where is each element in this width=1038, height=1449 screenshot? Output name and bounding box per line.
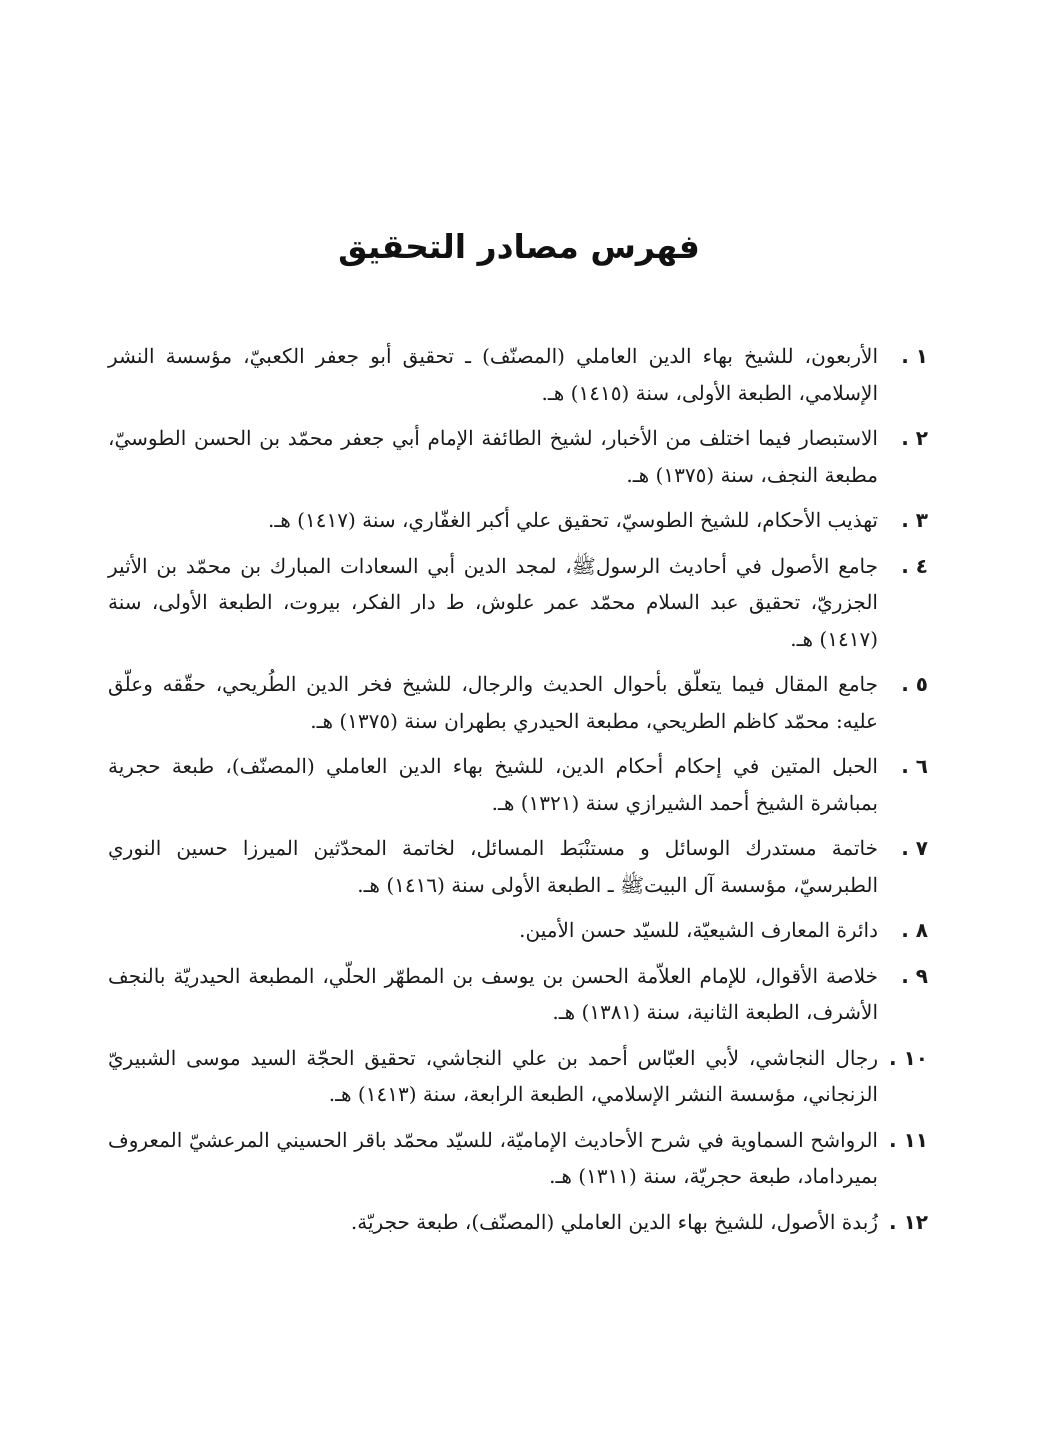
- entry-number: ٦ .: [901, 754, 928, 778]
- bibliography-entry: [108, 502, 932, 539]
- entry-number: ٩ .: [901, 963, 928, 988]
- bibliography-entry: [108, 1040, 932, 1113]
- entry-text: جامع الأصول في أحاديث الرسولﷺ، لمجد الدين أبي السعادات المبارك بن محمّد بن الأثير الجزريّ، تحقيق عبد السلام محمّد عمر علوش، ط دار الفكر، بيروت، الطبعة الأولى، سنة (١٤١٧) هـ.: [108, 553, 879, 651]
- entry-text: خلاصة الأقوال، للإمام العلاّمة الحسن بن يوسف بن المطهّر الحلّي، المطبعة الحيدريّة بالنجف الأشرف، الطبعة الثانية، سنة (١٣٨١) هـ.: [108, 963, 878, 1024]
- bibliography-entry: [108, 958, 932, 1031]
- page-title: فهرس مصادر التحقيق: [338, 227, 700, 266]
- entry-number: ١٢ .: [889, 1209, 928, 1234]
- bibliography-entry: [108, 912, 932, 949]
- bibliography-entry: [108, 1122, 932, 1195]
- entry-text: تهذيب الأحكام، للشيخ الطوسيّ، تحقيق علي أكبر الغفّاري، سنة (١٤١٧) هـ.: [268, 508, 878, 532]
- entry-number: ١٠ .: [889, 1045, 928, 1070]
- entry-number: ٢ .: [901, 426, 928, 450]
- entry-number: ٧ .: [901, 836, 928, 860]
- bibliography-entry: [108, 748, 932, 821]
- bibliography-entry: [108, 420, 932, 493]
- entry-text: الحبل المتين في إحكام أحكام الدين، للشيخ بهاء الدين العاملي (المصنّف)، طبعة حجرية بمباشرة الشيخ أحمد الشيرازي سنة (١٣٢١) هـ.: [108, 754, 878, 815]
- bibliography-entry: [108, 830, 932, 903]
- entry-number: ٣ .: [901, 508, 928, 532]
- entry-number: ١١ .: [889, 1127, 928, 1152]
- bibliography-entry: [108, 666, 932, 739]
- bibliography-entry: [108, 1204, 932, 1241]
- entry-number: ٥ .: [901, 672, 928, 696]
- entry-text: الاستبصار فيما اختلف من الأخبار، لشيخ الطائفة الإمام أبي جعفر محمّد بن الحسن الطوسيّ، مطبعة النجف، سنة (١٣٧٥) هـ.: [108, 426, 878, 487]
- bibliography-list: [108, 338, 932, 1249]
- entry-text: الأربعون، للشيخ بهاء الدين العاملي (المصنّف) ـ تحقيق أبو جعفر الكعبيّ، مؤسسة النشر الإسلامي، الطبعة الأولى، سنة (١٤١٥) هـ.: [108, 344, 878, 405]
- entry-number: ٤ .: [901, 553, 928, 578]
- bibliography-entry: [108, 338, 932, 411]
- entry-text: جامع المقال فيما يتعلّق بأحوال الحديث والرجال، للشيخ فخر الدين الطُريحي، حقّقه وعلّق عليه: محمّد كاظم الطريحي، مطبعة الحيدري بطهران سنة (١٣٧٥) هـ.: [108, 672, 878, 733]
- entry-number: ٨ .: [901, 918, 928, 942]
- entry-text: زُبدة الأصول، للشيخ بهاء الدين العاملي (المصنّف)، طبعة حجريّة.: [350, 1209, 878, 1234]
- entry-text: خاتمة مستدرك الوسائل و مستنْبَط المسائل، لخاتمة المحدّثين الميرزا حسين النوري الطبرسيّ، مؤسسة آل البيتﷺ ـ الطبعة الأولى سنة (١٤١٦) هـ.: [108, 836, 878, 897]
- entry-text: دائرة المعارف الشيعيّة، للسيّد حسن الأمين.: [519, 918, 878, 942]
- entry-number: ١ .: [901, 344, 928, 368]
- entry-text: الرواشح السماوية في شرح الأحاديث الإماميّة، للسيّد محمّد باقر الحسيني المرعشيّ المعروف بميرداماد، طبعة حجريّة، سنة (١٣١١) هـ.: [108, 1127, 878, 1188]
- entry-text: رجال النجاشي، لأبي العبّاس أحمد بن علي النجاشي، تحقيق الحجّة السيد موسى الشبيريّ الزنجاني، مؤسسة النشر الإسلامي، الطبعة الرابعة، سنة (١٤١٣) هـ.: [108, 1045, 878, 1106]
- bibliography-entry: [108, 548, 932, 658]
